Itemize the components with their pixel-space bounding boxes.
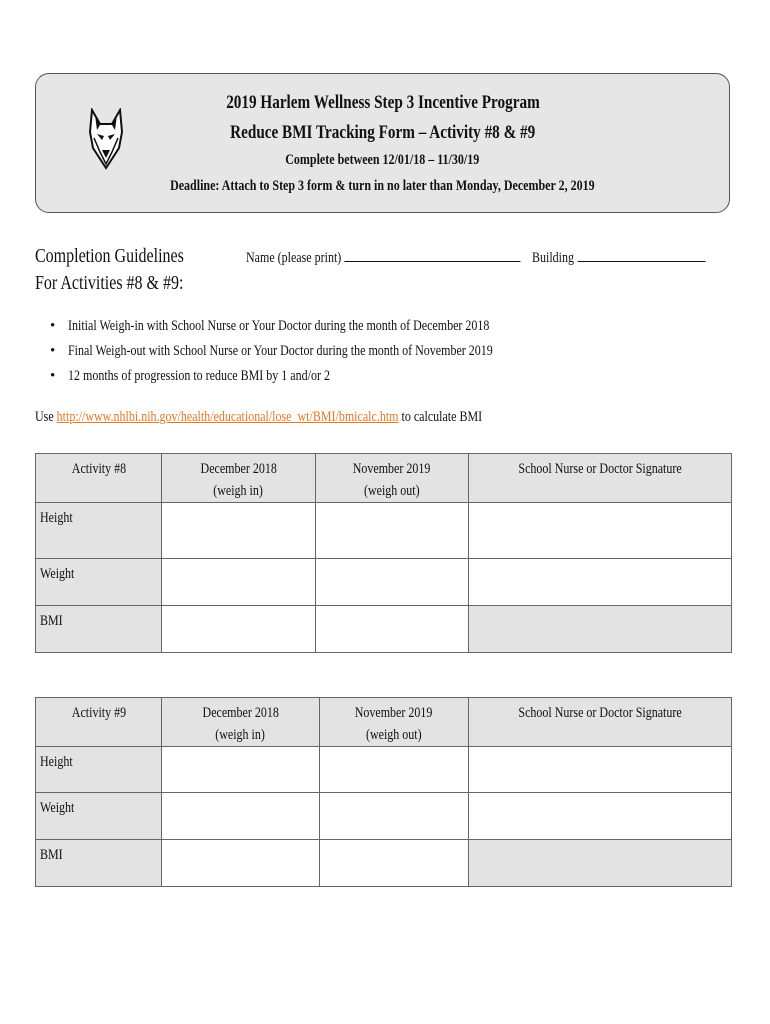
use-suffix: to calculate BMI (401, 409, 483, 425)
nov-weight-cell[interactable] (316, 559, 469, 606)
activity-header: Activity #8 (36, 454, 162, 503)
name-label: Name (please print) (246, 250, 342, 266)
dec-height-cell[interactable] (162, 747, 320, 793)
bmi-calculator-link[interactable]: http://www.nhlbi.nih.gov/health/educational/lose_wt/BMI/bmicalc.htm (56, 409, 399, 425)
signature-weight-cell[interactable] (469, 793, 732, 840)
building-label: Building (532, 250, 575, 266)
dec-height-cell[interactable] (162, 503, 316, 559)
dec-bmi-cell[interactable] (162, 840, 320, 887)
header-box (35, 73, 730, 213)
building-field[interactable] (532, 247, 749, 267)
bmi-calculator-line (35, 409, 594, 426)
form-subtitle: Reduce BMI Tracking Form – Activity #8 & #9 (229, 122, 536, 143)
signature-weight-cell[interactable] (469, 559, 732, 606)
activity-header: Activity #9 (36, 698, 162, 747)
december-header: December 2018 (weigh in) (162, 698, 320, 747)
list-item: • 12 months of progression to reduce BMI by 1 and/or 2 (50, 364, 599, 389)
signature-header: School Nurse or Doctor Signature (469, 698, 732, 747)
signature-header: School Nurse or Doctor Signature (469, 454, 732, 503)
signature-bmi-cell-disabled (469, 606, 732, 653)
building-underline (577, 247, 705, 262)
dec-weight-cell[interactable] (162, 793, 320, 840)
nov-bmi-cell[interactable] (316, 606, 469, 653)
guidelines-heading: Completion Guidelines For Activities #8 & #9: (35, 245, 184, 294)
use-prefix: Use (35, 409, 54, 425)
dec-bmi-cell[interactable] (162, 606, 316, 653)
row-label-height: Height (36, 503, 162, 559)
row-label-height: Height (36, 747, 162, 793)
november-header: November 2019 (weigh out) (320, 698, 469, 747)
guidelines-list (50, 314, 599, 389)
december-header: December 2018 (weigh in) (162, 454, 316, 503)
signature-height-cell[interactable] (469, 747, 732, 793)
row-label-bmi: BMI (36, 840, 162, 887)
row-label-bmi: BMI (36, 606, 162, 653)
dec-weight-cell[interactable] (162, 559, 316, 606)
form-title: 2019 Harlem Wellness Step 3 Incentive Program (225, 92, 540, 113)
nov-bmi-cell[interactable] (320, 840, 469, 887)
nov-weight-cell[interactable] (320, 793, 469, 840)
row-label-weight: Weight (36, 793, 162, 840)
list-item: • Initial Weigh-in with School Nurse or Your Doctor during the month of December 2018 (50, 314, 599, 339)
signature-bmi-cell-disabled (469, 840, 732, 887)
activity-9-table (35, 697, 732, 887)
nov-height-cell[interactable] (320, 747, 469, 793)
complete-between-text: Complete between 12/01/18 – 11/30/19 (285, 152, 480, 168)
list-item: • Final Weigh-out with School Nurse or Your Doctor during the month of November 2019 (50, 339, 599, 364)
signature-height-cell[interactable] (469, 503, 732, 559)
row-label-weight: Weight (36, 559, 162, 606)
deadline-text: Deadline: Attach to Step 3 form & turn in no later than Monday, December 2, 2019 (170, 178, 595, 194)
nov-height-cell[interactable] (316, 503, 469, 559)
november-header: November 2019 (weigh out) (316, 454, 469, 503)
name-underline (345, 247, 521, 262)
activity-8-table (35, 453, 732, 653)
